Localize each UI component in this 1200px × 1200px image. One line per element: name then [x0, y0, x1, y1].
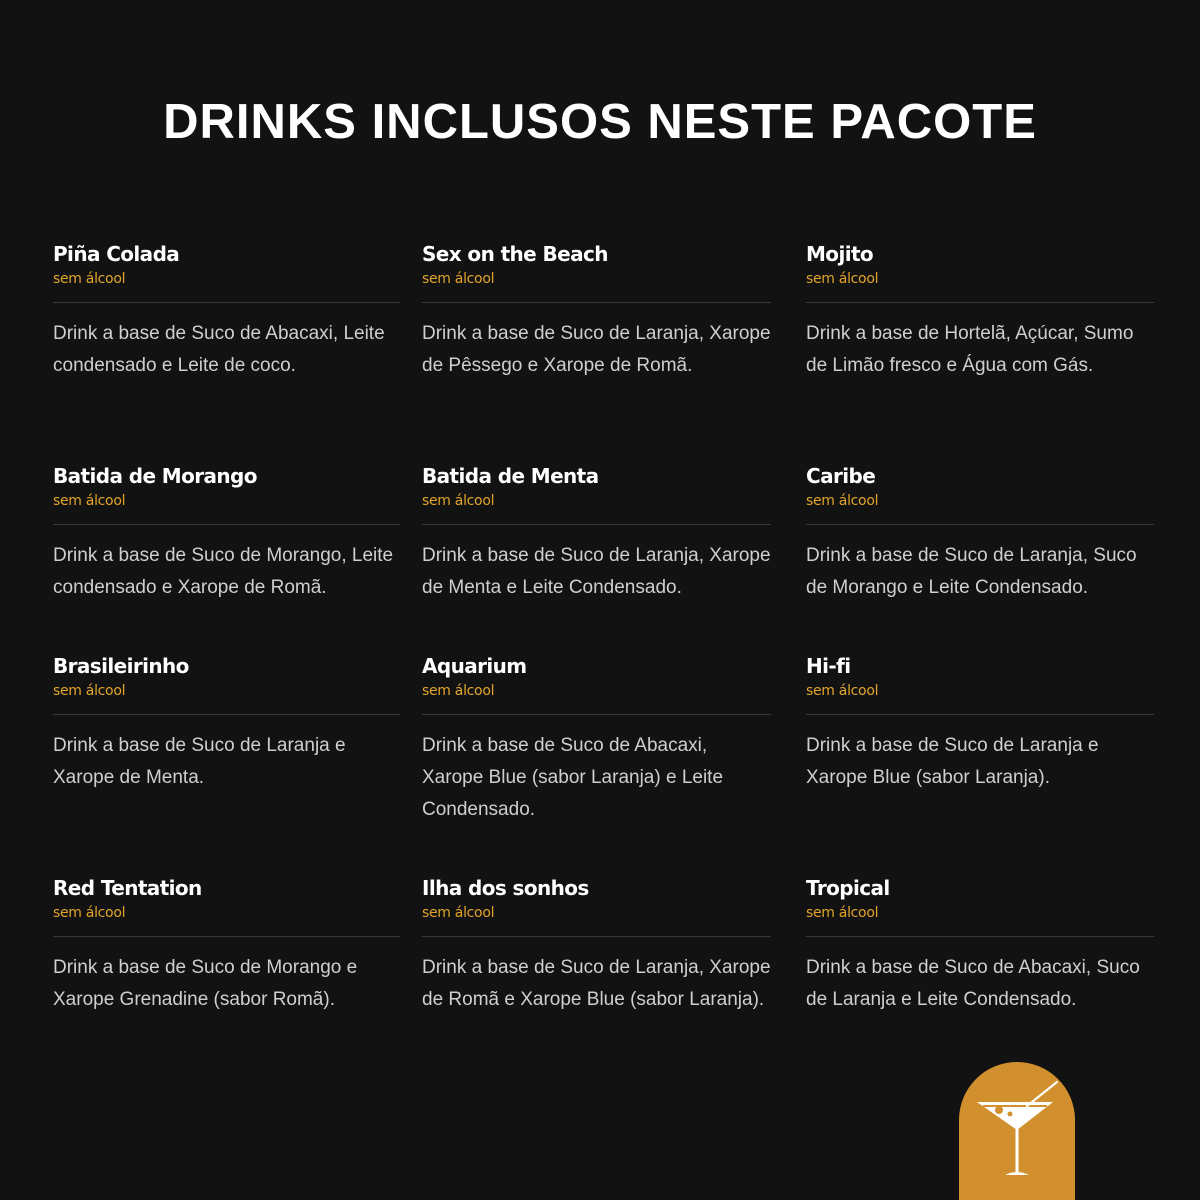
drink-name: Batida de Morango: [53, 464, 257, 488]
divider: [806, 714, 1154, 715]
divider: [422, 714, 771, 715]
drink-tag: sem álcool: [422, 905, 495, 921]
drink-name: Aquarium: [422, 654, 527, 678]
drink-item: [806, 654, 1154, 794]
drink-item: [422, 242, 771, 382]
drink-tag: sem álcool: [806, 683, 879, 699]
drink-description: Drink a base de Suco de Laranja e Xarope de Menta.: [53, 735, 346, 788]
divider: [806, 524, 1154, 525]
drink-tag: sem álcool: [422, 493, 495, 509]
drink-name: Brasileirinho: [53, 654, 189, 678]
drink-description: Drink a base de Suco de Laranja, Suco de Morango e Leite Condensado.: [806, 545, 1137, 598]
drink-name: Hi-fi: [806, 654, 851, 678]
drink-name: Ilha dos sonhos: [422, 876, 589, 900]
page-title: DRINKS INCLUSOS NESTE PACOTE: [163, 95, 1037, 149]
drink-description: Drink a base de Suco de Laranja e Xarope Blue (sabor Laranja).: [806, 735, 1099, 788]
drink-tag: sem álcool: [422, 683, 495, 699]
drink-description: Drink a base de Suco de Morango e Xarope Grenadine (sabor Romã).: [53, 957, 358, 1010]
divider: [53, 302, 400, 303]
drink-description: Drink a base de Suco de Laranja, Xarope de Menta e Leite Condensado.: [422, 545, 771, 598]
drink-item: [53, 242, 400, 382]
drink-item: [422, 876, 771, 1016]
drink-tag: sem álcool: [53, 905, 126, 921]
drink-tag: sem álcool: [806, 271, 879, 287]
drink-description: Drink a base de Suco de Laranja, Xarope de Romã e Xarope Blue (sabor Laranja).: [422, 957, 771, 1010]
drink-item: [53, 654, 400, 794]
drink-name: Sex on the Beach: [422, 242, 608, 266]
drink-tag: sem álcool: [806, 905, 879, 921]
drink-item: [806, 242, 1154, 382]
drink-item: [53, 464, 400, 604]
drink-tag: sem álcool: [53, 271, 126, 287]
drink-description: Drink a base de Suco de Morango, Leite condensado e Xarope de Romã.: [53, 545, 394, 598]
divider: [806, 936, 1154, 937]
divider: [422, 302, 771, 303]
drink-tag: sem álcool: [422, 271, 495, 287]
drink-name: Caribe: [806, 464, 876, 488]
drink-name: Red Tentation: [53, 876, 202, 900]
drink-tag: sem álcool: [53, 683, 126, 699]
drink-description: Drink a base de Hortelã, Açúcar, Sumo de Limão fresco e Água com Gás.: [806, 323, 1134, 376]
drink-description: Drink a base de Suco de Abacaxi, Xarope Blue (sabor Laranja) e Leite Condensado.: [422, 735, 724, 820]
divider: [422, 936, 771, 937]
drink-description: Drink a base de Suco de Abacaxi, Suco de Laranja e Leite Condensado.: [806, 957, 1140, 1010]
cocktail-icon: [969, 1080, 1065, 1180]
divider: [806, 302, 1154, 303]
divider: [422, 524, 771, 525]
cocktail-button[interactable]: [959, 1062, 1075, 1200]
drink-item: [806, 464, 1154, 604]
drink-item: [53, 876, 400, 1016]
drink-description: Drink a base de Suco de Laranja, Xarope de Pêssego e Xarope de Romã.: [422, 323, 771, 376]
drink-item: [806, 876, 1154, 1016]
drink-tag: sem álcool: [806, 493, 879, 509]
divider: [53, 936, 400, 937]
drink-item: [422, 464, 771, 604]
drink-name: Tropical: [806, 876, 890, 900]
drink-description: Drink a base de Suco de Abacaxi, Leite condensado e Leite de coco.: [53, 323, 385, 376]
drink-item: [422, 654, 771, 826]
divider: [53, 524, 400, 525]
drink-tag: sem álcool: [53, 493, 126, 509]
drink-name: Piña Colada: [53, 242, 180, 266]
drink-name: Mojito: [806, 242, 874, 266]
drink-name: Batida de Menta: [422, 464, 599, 488]
divider: [53, 714, 400, 715]
